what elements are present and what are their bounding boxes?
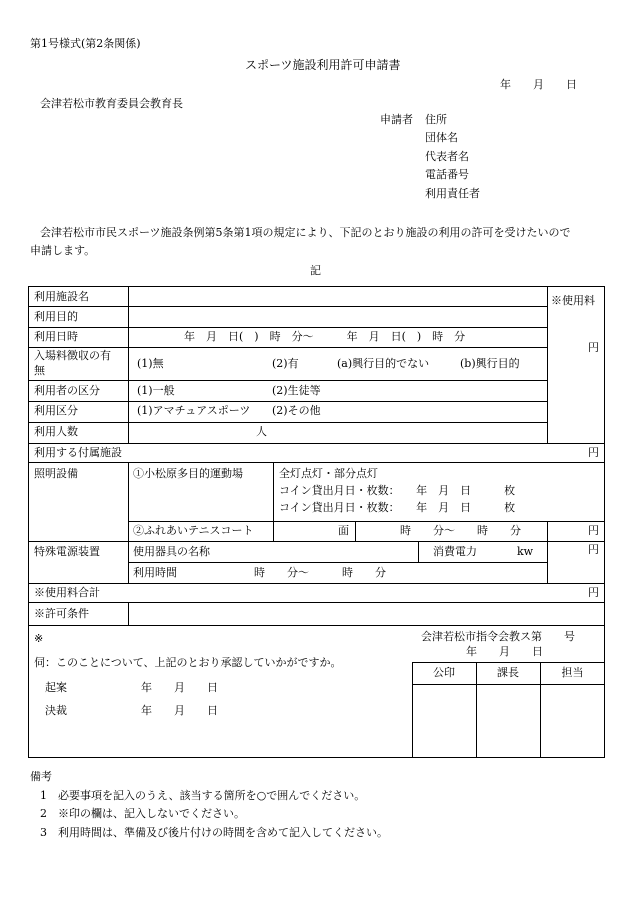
fee-option-none: (1)無 bbox=[137, 357, 164, 370]
fee-option-yes: (2)有 bbox=[272, 357, 299, 370]
court-unit: 面 bbox=[338, 524, 349, 537]
stamp-header-seal: 公印 bbox=[433, 666, 455, 679]
stamp-header-staff: 担当 bbox=[561, 666, 584, 679]
user-option-student: (2)生徒等 bbox=[272, 384, 321, 397]
people-unit: 人 bbox=[256, 425, 267, 438]
label-entry-fee-2: 無 bbox=[34, 364, 45, 377]
power-yen: 円 bbox=[588, 543, 599, 556]
office-date: 年 月 日 bbox=[466, 645, 543, 658]
lighting-venue-1: ①小松原多目的運動場 bbox=[133, 467, 243, 480]
date-line: 年 月 日 bbox=[500, 78, 577, 91]
ki-mark: 記 bbox=[310, 264, 321, 277]
fee-option-a: (a)興行目的でない bbox=[337, 357, 430, 370]
label-power: 特殊電源装置 bbox=[34, 545, 100, 558]
datetime-value: 年 月 日( ) 時 分〜 年 月 日( ) 時 分 bbox=[184, 330, 466, 343]
label-people: 利用人数 bbox=[34, 425, 78, 438]
applicant-group: 団体名 bbox=[425, 131, 458, 144]
fee-option-b: (b)興行目的 bbox=[460, 357, 520, 370]
label-use-time: 利用時間 bbox=[133, 566, 177, 579]
attached-yen: 円 bbox=[588, 446, 599, 459]
total-yen: 円 bbox=[588, 586, 599, 599]
applicant-label: 申請者 bbox=[380, 113, 413, 126]
court-yen: 円 bbox=[588, 524, 599, 537]
use-option-amateur: (1)アマチュアスポーツ bbox=[137, 404, 251, 417]
addressee: 会津若松市教育委員会教育長 bbox=[40, 97, 183, 110]
applicant-responsible: 利用責任者 bbox=[425, 187, 480, 200]
user-option-general: (1)一般 bbox=[137, 384, 175, 397]
intro-line-2: 申請します。 bbox=[30, 244, 96, 257]
usage-fee-header: ※使用料 bbox=[551, 294, 595, 307]
use-time-value: 時 分〜 時 分 bbox=[254, 566, 386, 579]
lighting-venue-2: ②ふれあいテニスコート bbox=[133, 524, 254, 537]
label-conditions: ※許可条件 bbox=[34, 607, 89, 620]
usage-fee-yen: 円 bbox=[588, 341, 599, 354]
notes-header: 備考 bbox=[30, 770, 52, 783]
label-use-class: 利用区分 bbox=[34, 404, 78, 417]
label-consumption: 消費電力 bbox=[433, 545, 477, 558]
stamp-header-chief: 課長 bbox=[497, 666, 519, 679]
form-title: スポーツ施設利用許可申請書 bbox=[245, 58, 401, 72]
note-item-1: 1 必要事項を記入のうえ、該当する箇所を○で囲んでください。 bbox=[40, 789, 366, 802]
decision-date: 年 月 日 bbox=[141, 704, 218, 717]
label-entry-fee-1: 入場料徴収の有 bbox=[34, 349, 111, 362]
label-total: ※使用料合計 bbox=[34, 586, 100, 599]
note-item-3: 3 利用時間は、準備及び後片付けの時間を含めて記入してください。 bbox=[40, 826, 388, 839]
use-option-other: (2)その他 bbox=[272, 404, 321, 417]
form-number: 第1号様式(第2条関係) bbox=[30, 37, 141, 50]
approval-mark: ※ bbox=[34, 632, 44, 645]
lighting-mode: 全灯点灯・部分点灯 bbox=[279, 467, 378, 480]
label-facility-name: 利用施設名 bbox=[34, 290, 89, 303]
label-datetime: 利用日時 bbox=[34, 330, 78, 343]
label-attached: 利用する付属施設 bbox=[34, 446, 122, 459]
draft-date: 年 月 日 bbox=[141, 681, 218, 694]
applicant-representative: 代表者名 bbox=[425, 150, 469, 163]
note-item-2: 2 ※印の欄は、記入しないでください。 bbox=[40, 807, 245, 820]
lighting-coin-2: コイン貸出月日・枚数： 年 月 日 枚 bbox=[279, 501, 516, 514]
office-number: 会津若松市指令会教ス第 号 bbox=[421, 630, 575, 643]
intro-line-1: 会津若松市市民スポーツ施設条例第5条第1項の規定により、下記のとおり施設の利用の許可を受けたいので bbox=[40, 226, 571, 239]
court-time: 時 分〜 時 分 bbox=[400, 524, 521, 537]
label-lighting: 照明設備 bbox=[34, 467, 78, 480]
label-decision: 決裁 bbox=[45, 704, 67, 717]
label-purpose: 利用目的 bbox=[34, 310, 78, 323]
label-draft: 起案 bbox=[45, 681, 67, 694]
applicant-phone: 電話番号 bbox=[425, 168, 469, 181]
approval-question: 伺：このことについて、上記のとおり承認していかがですか。 bbox=[34, 656, 342, 669]
kw-unit: kw bbox=[517, 545, 534, 558]
label-equipment: 使用器具の名称 bbox=[133, 545, 210, 558]
label-user-class: 利用者の区分 bbox=[34, 384, 100, 397]
lighting-coin-1: コイン貸出月日・枚数： 年 月 日 枚 bbox=[279, 484, 516, 497]
applicant-address: 住所 bbox=[425, 113, 447, 126]
